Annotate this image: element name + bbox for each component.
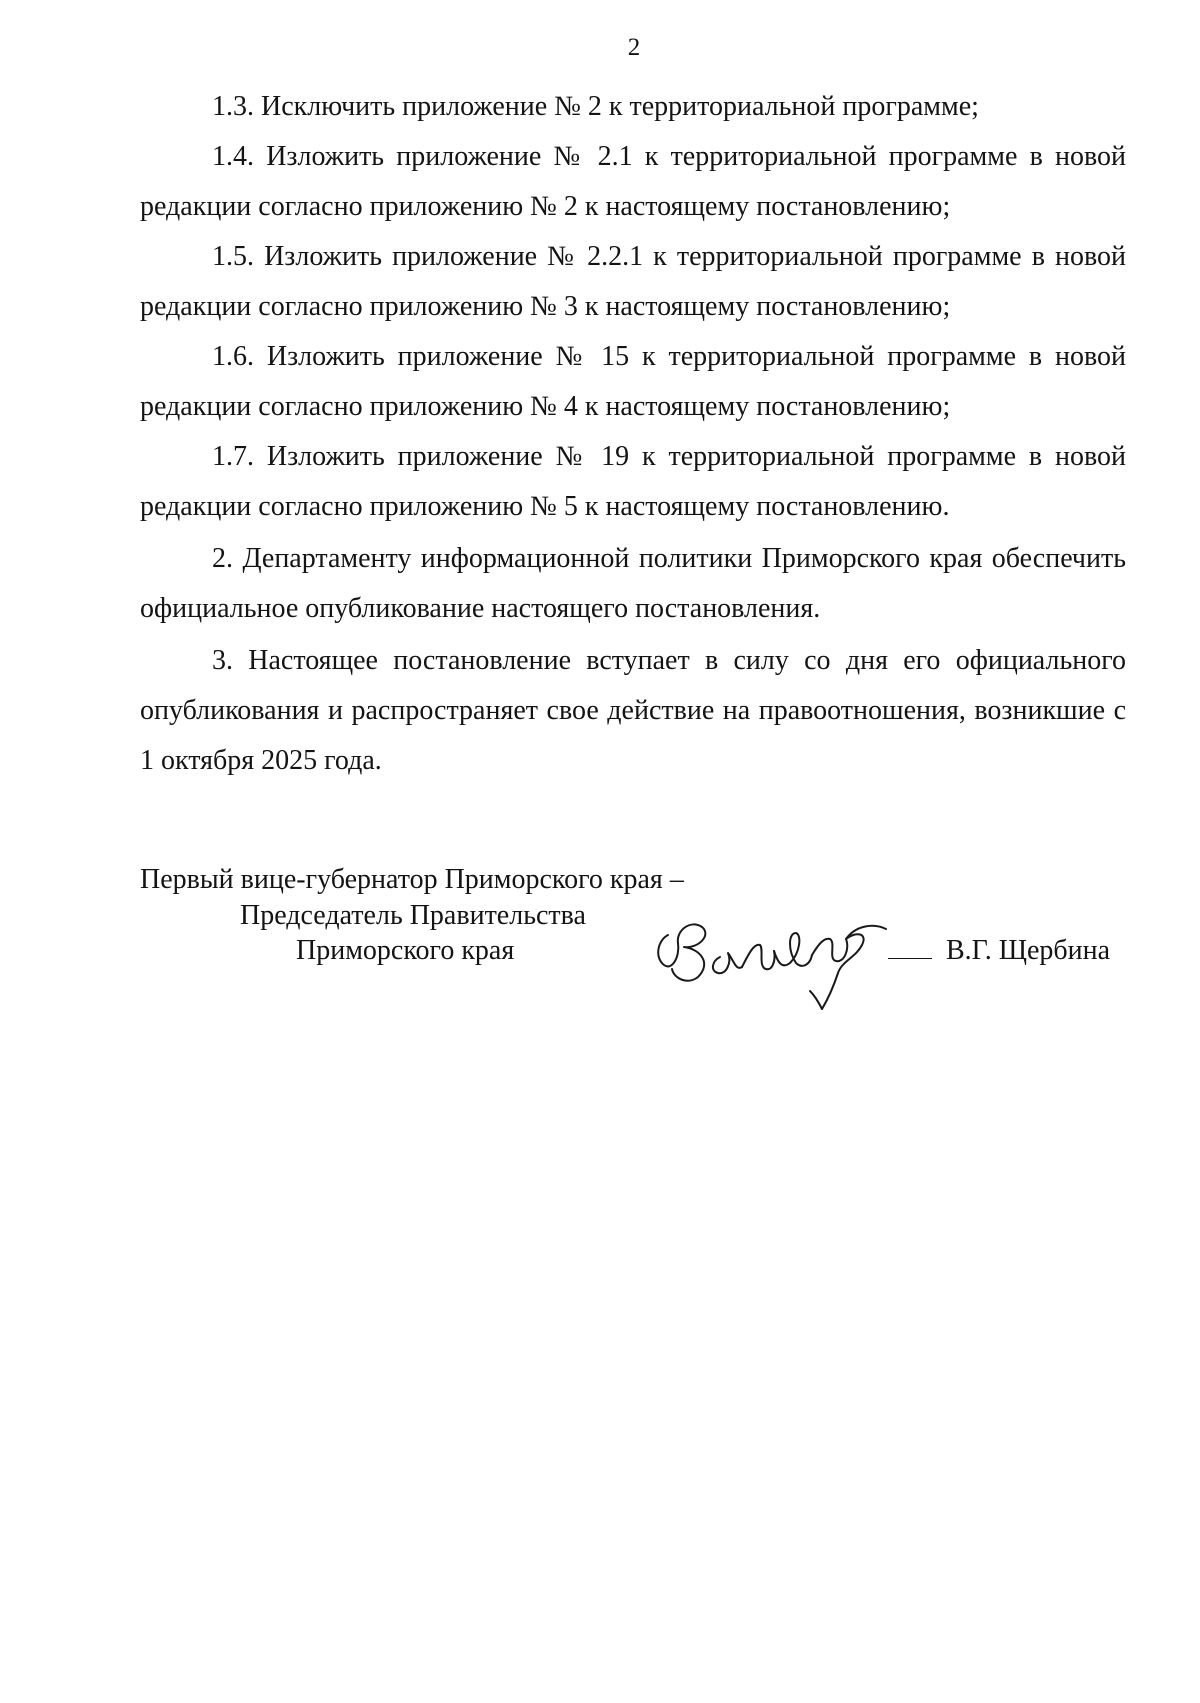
signatory-position-line-1: Первый вице-губернатор Приморского края –: [140, 864, 684, 895]
signatory-position-line-3: Приморского края: [296, 935, 515, 966]
signatory-name: В.Г. Щербина: [946, 935, 1111, 966]
signatory-position-line-2: Председатель Правительства: [240, 900, 586, 931]
paragraph-1-7: 1.7. Изложить приложение № 19 к территориальной программе в новой редакции согласно приложению № 5 к настоящему постановлению.: [140, 441, 1126, 522]
paragraph-1-3: 1.3. Исключить приложение № 2 к территориальной программе;: [212, 91, 979, 122]
paragraph-1-5: 1.5. Изложить приложение № 2.2.1 к территориальной программе в новой редакции согласно приложению № 3 к настоящему постановлению;: [140, 241, 1126, 322]
handwritten-signature: [650, 905, 910, 1015]
document-body: [140, 82, 1126, 786]
paragraph-1-4: 1.4. Изложить приложение № 2.1 к территориальной программе в новой редакции согласно приложению № 2 к настоящему постановлению;: [140, 141, 1126, 222]
page-number: 2: [627, 34, 641, 61]
paragraph-3: 3. Настоящее постановление вступает в силу со дня его официального опубликования и распространяет свое действие на правоотношения, возникшие с 1 октября 2025 года.: [140, 645, 1126, 776]
paragraph-2: 2. Департаменту информационной политики Приморского края обеспечить официальное опубликование настоящего постановления.: [140, 543, 1126, 624]
signature-underline: [888, 958, 932, 959]
paragraph-1-6: 1.6. Изложить приложение № 15 к территориальной программе в новой редакции согласно приложению № 4 к настоящему постановлению;: [140, 341, 1126, 422]
